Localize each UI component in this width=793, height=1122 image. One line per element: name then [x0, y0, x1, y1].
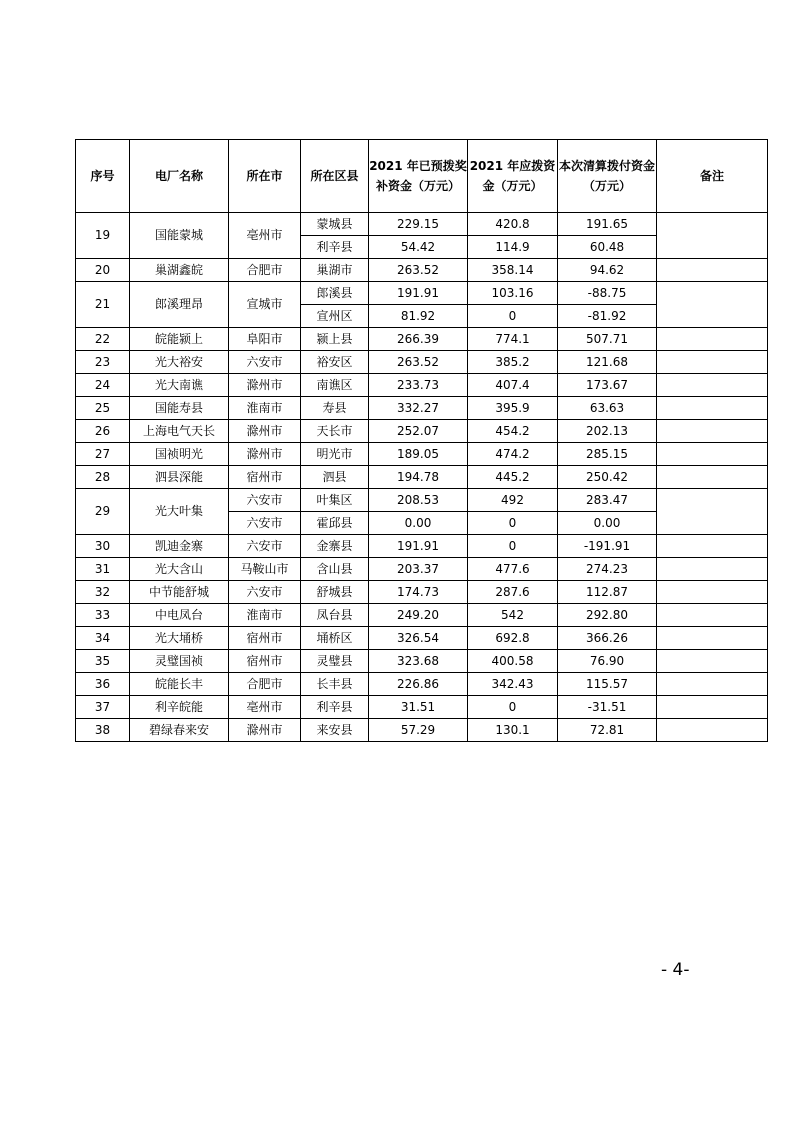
due-cell: 395.9 [468, 397, 558, 420]
plant-name-cell: 利辛皖能 [130, 696, 229, 719]
city-cell: 六安市 [229, 489, 301, 512]
table-row [76, 627, 768, 650]
prepaid-cell: 252.07 [369, 420, 468, 443]
table-row [76, 282, 768, 305]
city-cell: 合肥市 [229, 259, 301, 282]
settlement-cell: -88.75 [558, 282, 657, 305]
prepaid-cell: 57.29 [369, 719, 468, 742]
plant-name-cell: 光大叶集 [130, 489, 229, 535]
serial-cell: 19 [76, 213, 130, 259]
header-city: 所在市 [229, 140, 301, 213]
remarks-cell [657, 282, 768, 328]
due-cell: 385.2 [468, 351, 558, 374]
table-row [76, 581, 768, 604]
plant-name-cell: 皖能长丰 [130, 673, 229, 696]
table-row [76, 696, 768, 719]
remarks-cell [657, 673, 768, 696]
remarks-cell [657, 650, 768, 673]
table-row [76, 443, 768, 466]
serial-cell: 30 [76, 535, 130, 558]
county-cell: 寿县 [301, 397, 369, 420]
table-row [76, 489, 768, 512]
plant-name-cell: 上海电气天长 [130, 420, 229, 443]
header-plant-name: 电厂名称 [130, 140, 229, 213]
serial-cell: 24 [76, 374, 130, 397]
settlement-cell: 507.71 [558, 328, 657, 351]
settlement-cell: 76.90 [558, 650, 657, 673]
header-settlement: 本次清算拨付资金（万元） [558, 140, 657, 213]
prepaid-cell: 323.68 [369, 650, 468, 673]
allocation-table [75, 139, 768, 742]
remarks-cell [657, 397, 768, 420]
county-cell: 巢湖市 [301, 259, 369, 282]
plant-name-cell: 光大裕安 [130, 351, 229, 374]
plant-name-cell: 泗县深能 [130, 466, 229, 489]
county-cell: 含山县 [301, 558, 369, 581]
plant-name-cell: 国祯明光 [130, 443, 229, 466]
header-prepaid-2021: 2021 年已预拨奖补资金（万元） [369, 140, 468, 213]
settlement-cell: 250.42 [558, 466, 657, 489]
due-cell: 477.6 [468, 558, 558, 581]
county-cell: 颍上县 [301, 328, 369, 351]
prepaid-cell: 332.27 [369, 397, 468, 420]
city-cell: 宿州市 [229, 627, 301, 650]
table-row [76, 351, 768, 374]
county-cell: 天长市 [301, 420, 369, 443]
county-cell: 灵璧县 [301, 650, 369, 673]
city-cell: 阜阳市 [229, 328, 301, 351]
due-cell: 0 [468, 696, 558, 719]
city-cell: 滁州市 [229, 420, 301, 443]
prepaid-cell: 233.73 [369, 374, 468, 397]
county-cell: 长丰县 [301, 673, 369, 696]
plant-name-cell: 光大含山 [130, 558, 229, 581]
city-cell: 宿州市 [229, 650, 301, 673]
prepaid-cell: 263.52 [369, 351, 468, 374]
due-cell: 774.1 [468, 328, 558, 351]
county-cell: 埇桥区 [301, 627, 369, 650]
prepaid-cell: 194.78 [369, 466, 468, 489]
remarks-cell [657, 719, 768, 742]
city-cell: 淮南市 [229, 604, 301, 627]
city-cell: 宣城市 [229, 282, 301, 328]
table-row [76, 535, 768, 558]
header-county: 所在区县 [301, 140, 369, 213]
due-cell: 454.2 [468, 420, 558, 443]
county-cell: 郎溪县 [301, 282, 369, 305]
table-row [76, 420, 768, 443]
county-cell: 裕安区 [301, 351, 369, 374]
city-cell: 淮南市 [229, 397, 301, 420]
header-remarks: 备注 [657, 140, 768, 213]
county-cell: 蒙城县 [301, 213, 369, 236]
due-cell: 407.4 [468, 374, 558, 397]
due-cell: 420.8 [468, 213, 558, 236]
prepaid-cell: 31.51 [369, 696, 468, 719]
remarks-cell [657, 604, 768, 627]
city-cell: 亳州市 [229, 213, 301, 259]
plant-name-cell: 光大埇桥 [130, 627, 229, 650]
serial-cell: 22 [76, 328, 130, 351]
remarks-cell [657, 420, 768, 443]
prepaid-cell: 326.54 [369, 627, 468, 650]
city-cell: 六安市 [229, 351, 301, 374]
serial-cell: 34 [76, 627, 130, 650]
serial-cell: 21 [76, 282, 130, 328]
county-cell: 霍邱县 [301, 512, 369, 535]
plant-name-cell: 凯迪金寨 [130, 535, 229, 558]
prepaid-cell: 266.39 [369, 328, 468, 351]
city-cell: 滁州市 [229, 374, 301, 397]
settlement-cell: 63.63 [558, 397, 657, 420]
prepaid-cell: 249.20 [369, 604, 468, 627]
table-row [76, 466, 768, 489]
county-cell: 明光市 [301, 443, 369, 466]
prepaid-cell: 191.91 [369, 535, 468, 558]
due-cell: 400.58 [468, 650, 558, 673]
prepaid-cell: 263.52 [369, 259, 468, 282]
plant-name-cell: 郎溪理昂 [130, 282, 229, 328]
settlement-cell: 115.57 [558, 673, 657, 696]
county-cell: 来安县 [301, 719, 369, 742]
settlement-cell: -31.51 [558, 696, 657, 719]
settlement-cell: 173.67 [558, 374, 657, 397]
due-cell: 358.14 [468, 259, 558, 282]
remarks-cell [657, 535, 768, 558]
remarks-cell [657, 374, 768, 397]
header-due-2021: 2021 年应拨资金（万元） [468, 140, 558, 213]
due-cell: 0 [468, 512, 558, 535]
table-header-row [76, 140, 768, 213]
serial-cell: 38 [76, 719, 130, 742]
county-cell: 南谯区 [301, 374, 369, 397]
county-cell: 金寨县 [301, 535, 369, 558]
settlement-cell: 274.23 [558, 558, 657, 581]
plant-name-cell: 皖能颍上 [130, 328, 229, 351]
city-cell: 宿州市 [229, 466, 301, 489]
due-cell: 287.6 [468, 581, 558, 604]
prepaid-cell: 81.92 [369, 305, 468, 328]
table-row [76, 558, 768, 581]
plant-name-cell: 国能寿县 [130, 397, 229, 420]
prepaid-cell: 174.73 [369, 581, 468, 604]
city-cell: 六安市 [229, 581, 301, 604]
due-cell: 103.16 [468, 282, 558, 305]
city-cell: 六安市 [229, 535, 301, 558]
settlement-cell: 60.48 [558, 236, 657, 259]
table-body [76, 213, 768, 742]
prepaid-cell: 229.15 [369, 213, 468, 236]
city-cell: 马鞍山市 [229, 558, 301, 581]
serial-cell: 27 [76, 443, 130, 466]
settlement-cell: -191.91 [558, 535, 657, 558]
settlement-cell: 191.65 [558, 213, 657, 236]
remarks-cell [657, 443, 768, 466]
due-cell: 445.2 [468, 466, 558, 489]
remarks-cell [657, 328, 768, 351]
table-row [76, 374, 768, 397]
county-cell: 舒城县 [301, 581, 369, 604]
table-row [76, 259, 768, 282]
table-row [76, 213, 768, 236]
due-cell: 474.2 [468, 443, 558, 466]
settlement-cell: 0.00 [558, 512, 657, 535]
prepaid-cell: 208.53 [369, 489, 468, 512]
city-cell: 亳州市 [229, 696, 301, 719]
settlement-cell: 72.81 [558, 719, 657, 742]
remarks-cell [657, 351, 768, 374]
county-cell: 凤台县 [301, 604, 369, 627]
settlement-cell: 292.80 [558, 604, 657, 627]
plant-name-cell: 中节能舒城 [130, 581, 229, 604]
settlement-cell: 121.68 [558, 351, 657, 374]
table-row [76, 397, 768, 420]
prepaid-cell: 226.86 [369, 673, 468, 696]
serial-cell: 20 [76, 259, 130, 282]
city-cell: 滁州市 [229, 443, 301, 466]
settlement-cell: 283.47 [558, 489, 657, 512]
plant-name-cell: 光大南谯 [130, 374, 229, 397]
serial-cell: 28 [76, 466, 130, 489]
settlement-cell: 366.26 [558, 627, 657, 650]
serial-cell: 35 [76, 650, 130, 673]
settlement-cell: 285.15 [558, 443, 657, 466]
due-cell: 342.43 [468, 673, 558, 696]
table-row [76, 650, 768, 673]
serial-cell: 33 [76, 604, 130, 627]
county-cell: 利辛县 [301, 696, 369, 719]
county-cell: 利辛县 [301, 236, 369, 259]
due-cell: 0 [468, 305, 558, 328]
table-row [76, 673, 768, 696]
settlement-cell: -81.92 [558, 305, 657, 328]
due-cell: 492 [468, 489, 558, 512]
serial-cell: 25 [76, 397, 130, 420]
serial-cell: 36 [76, 673, 130, 696]
plant-name-cell: 碧绿春来安 [130, 719, 229, 742]
plant-name-cell: 灵璧国祯 [130, 650, 229, 673]
remarks-cell [657, 259, 768, 282]
settlement-cell: 202.13 [558, 420, 657, 443]
prepaid-cell: 189.05 [369, 443, 468, 466]
county-cell: 叶集区 [301, 489, 369, 512]
table-row [76, 328, 768, 351]
prepaid-cell: 203.37 [369, 558, 468, 581]
remarks-cell [657, 627, 768, 650]
header-serial: 序号 [76, 140, 130, 213]
due-cell: 130.1 [468, 719, 558, 742]
remarks-cell [657, 696, 768, 719]
page-number: - 4- [661, 960, 690, 980]
due-cell: 114.9 [468, 236, 558, 259]
city-cell: 六安市 [229, 512, 301, 535]
prepaid-cell: 54.42 [369, 236, 468, 259]
serial-cell: 23 [76, 351, 130, 374]
due-cell: 542 [468, 604, 558, 627]
table-row [76, 719, 768, 742]
settlement-cell: 94.62 [558, 259, 657, 282]
remarks-cell [657, 489, 768, 535]
remarks-cell [657, 558, 768, 581]
county-cell: 泗县 [301, 466, 369, 489]
plant-name-cell: 中电凤台 [130, 604, 229, 627]
serial-cell: 31 [76, 558, 130, 581]
city-cell: 滁州市 [229, 719, 301, 742]
city-cell: 合肥市 [229, 673, 301, 696]
settlement-cell: 112.87 [558, 581, 657, 604]
remarks-cell [657, 581, 768, 604]
plant-name-cell: 国能蒙城 [130, 213, 229, 259]
serial-cell: 26 [76, 420, 130, 443]
serial-cell: 29 [76, 489, 130, 535]
prepaid-cell: 0.00 [369, 512, 468, 535]
serial-cell: 32 [76, 581, 130, 604]
county-cell: 宣州区 [301, 305, 369, 328]
remarks-cell [657, 466, 768, 489]
prepaid-cell: 191.91 [369, 282, 468, 305]
table-row [76, 604, 768, 627]
due-cell: 0 [468, 535, 558, 558]
plant-name-cell: 巢湖鑫皖 [130, 259, 229, 282]
remarks-cell [657, 213, 768, 259]
serial-cell: 37 [76, 696, 130, 719]
due-cell: 692.8 [468, 627, 558, 650]
